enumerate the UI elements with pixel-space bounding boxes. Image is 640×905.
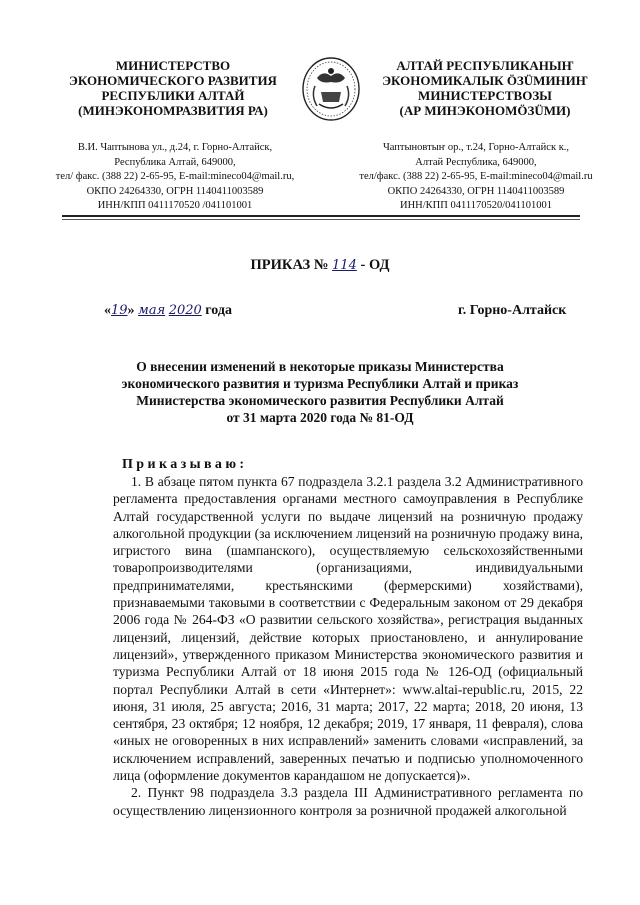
- coat-of-arms-icon: [301, 56, 361, 122]
- order-date: [104, 303, 232, 319]
- ministry-address-altai: [338, 141, 614, 214]
- ministry-address-russian: [40, 141, 310, 214]
- address-line: В.И. Чаптынова ул., д.24, г. Горно-Алтайск,: [77, 142, 273, 153]
- ministry-name-line: АЛТАЙ РЕСПУБЛИКАНЫҤ: [396, 58, 574, 73]
- order-body: [113, 473, 583, 819]
- address-line: тел/ факс. (388 22) 2-65-95, E-mail:mineco04@mail.ru,: [55, 171, 295, 182]
- ministry-name-line: ЭКОНОМИКАЛЫК ÖЗÜМИНИҤ: [382, 73, 588, 88]
- subject-line: от 31 марта 2020 года № 81-ОД: [226, 410, 414, 425]
- date-month-handwritten: мая: [138, 303, 166, 318]
- header-divider: [62, 215, 580, 217]
- address-line: ОКПО 24264330, ОГРН 1140411003589: [387, 185, 565, 197]
- subject-line: экономического развития и туризма Республики Алтай и приказ: [121, 376, 519, 391]
- paragraph-2: 2. Пункт 98 подраздела 3.3 раздела III Административного регламента по осуществлению лицензионного контроля за розничной продажей алкогольной: [113, 785, 583, 818]
- date-open-quote: «: [104, 303, 111, 318]
- ministry-name-altai: [370, 58, 600, 118]
- date-year-handwritten: 2020: [168, 303, 202, 318]
- header-divider: [62, 219, 580, 220]
- order-title-prefix: ПРИКАЗ №: [250, 257, 333, 273]
- address-line: ИНН/КПП 0411170520/041101001: [400, 200, 552, 211]
- order-title: [0, 257, 640, 274]
- paragraph-1: 1. В абзаце пятом пункта 67 подраздела 3.2.1 раздела 3.2 Административного регламента предоставления органами местного самоуправления в Республике Алтай государственной услуги по выдаче лицензий на розничную продажу алкогольной продукции (за исключением лицензий на розничную продажу вина, игристого вина (шампанского), осуществляемую сельскохозяйственными товаропроизводителями (организациями, индивидуальными предпринимателями, крестьянскими (фермерскими) хозяйствами), признаваемыми таковыми в соответствии с Федеральным законом от 29 декабря 2006 года № 264-ФЗ «О развитии сельского хозяйства», регистрация выданных лицензий, лицензий, действие которых приостановлено, и аннулирование лицензий», утвержденного приказом Министерства экономического развития и туризма Республики Алтай от 18 июня 2015 года № 126-ОД (официальный портал Республики Алтай в сети «Интернет»: www.altai-republic.ru, 2015, 22 июня, 31 июля, 25 августа; 2016, 31 марта; 2017, 22 марта; 2018, 20 июня, 13 сентября, 23 октября; 12 ноября, 12 декабря; 2019, 17 января, 11 февраля), слова «иных не оговоренных в них исправлений» заменить словами «исправлений, за исключением исправлений, заверенных печатью и подписью уполномоченного лица (оформление документов карандашом не допускается)».: [113, 474, 583, 784]
- date-suffix: года: [201, 303, 232, 318]
- subject-line: Министерства экономического развития Республики Алтай: [136, 393, 504, 408]
- order-subject: [100, 358, 540, 426]
- date-day-handwritten: 19: [111, 303, 128, 318]
- ministry-name-line: МИНИСТЕРСТВО: [115, 58, 231, 73]
- ministry-name-line: (АР МИНЭКОНОМÖЗÜМИ): [399, 103, 571, 118]
- ministry-name-line: ЭКОНОМИЧЕСКОГО РАЗВИТИЯ: [69, 73, 277, 88]
- address-line: Республика Алтай, 649000,: [114, 156, 236, 168]
- prikazyvayu-heading: Приказываю:: [122, 457, 248, 472]
- address-line: тел/факс. (388 22) 2-65-95, E-mail:mineco04@mail.ru: [359, 171, 593, 182]
- order-title-suffix: - ОД: [356, 257, 390, 273]
- address-line: ОКПО 24264330, ОГРН 1140411003589: [86, 185, 264, 197]
- address-line: Алтай Республика, 649000,: [415, 156, 537, 168]
- ministry-name-russian: [48, 58, 298, 118]
- date-close-quote: »: [127, 303, 135, 318]
- address-line: Чаптыновтыҥ ор., т.24, Горно-Алтайск к.,: [382, 142, 570, 153]
- address-line: ИНН/КПП 0411170520 /041101001: [97, 200, 253, 211]
- subject-line: О внесении изменений в некоторые приказы Министерства: [136, 359, 504, 374]
- order-number-handwritten: 114: [332, 258, 357, 273]
- ministry-name-line: МИНИСТЕРСТВОЗЫ: [418, 88, 552, 103]
- ministry-name-line: РЕСПУБЛИКИ АЛТАЙ: [101, 88, 245, 103]
- order-city: г. Горно-Алтайск: [458, 303, 567, 318]
- ministry-name-line: (МИНЭКОНОМРАЗВИТИЯ РА): [78, 103, 268, 118]
